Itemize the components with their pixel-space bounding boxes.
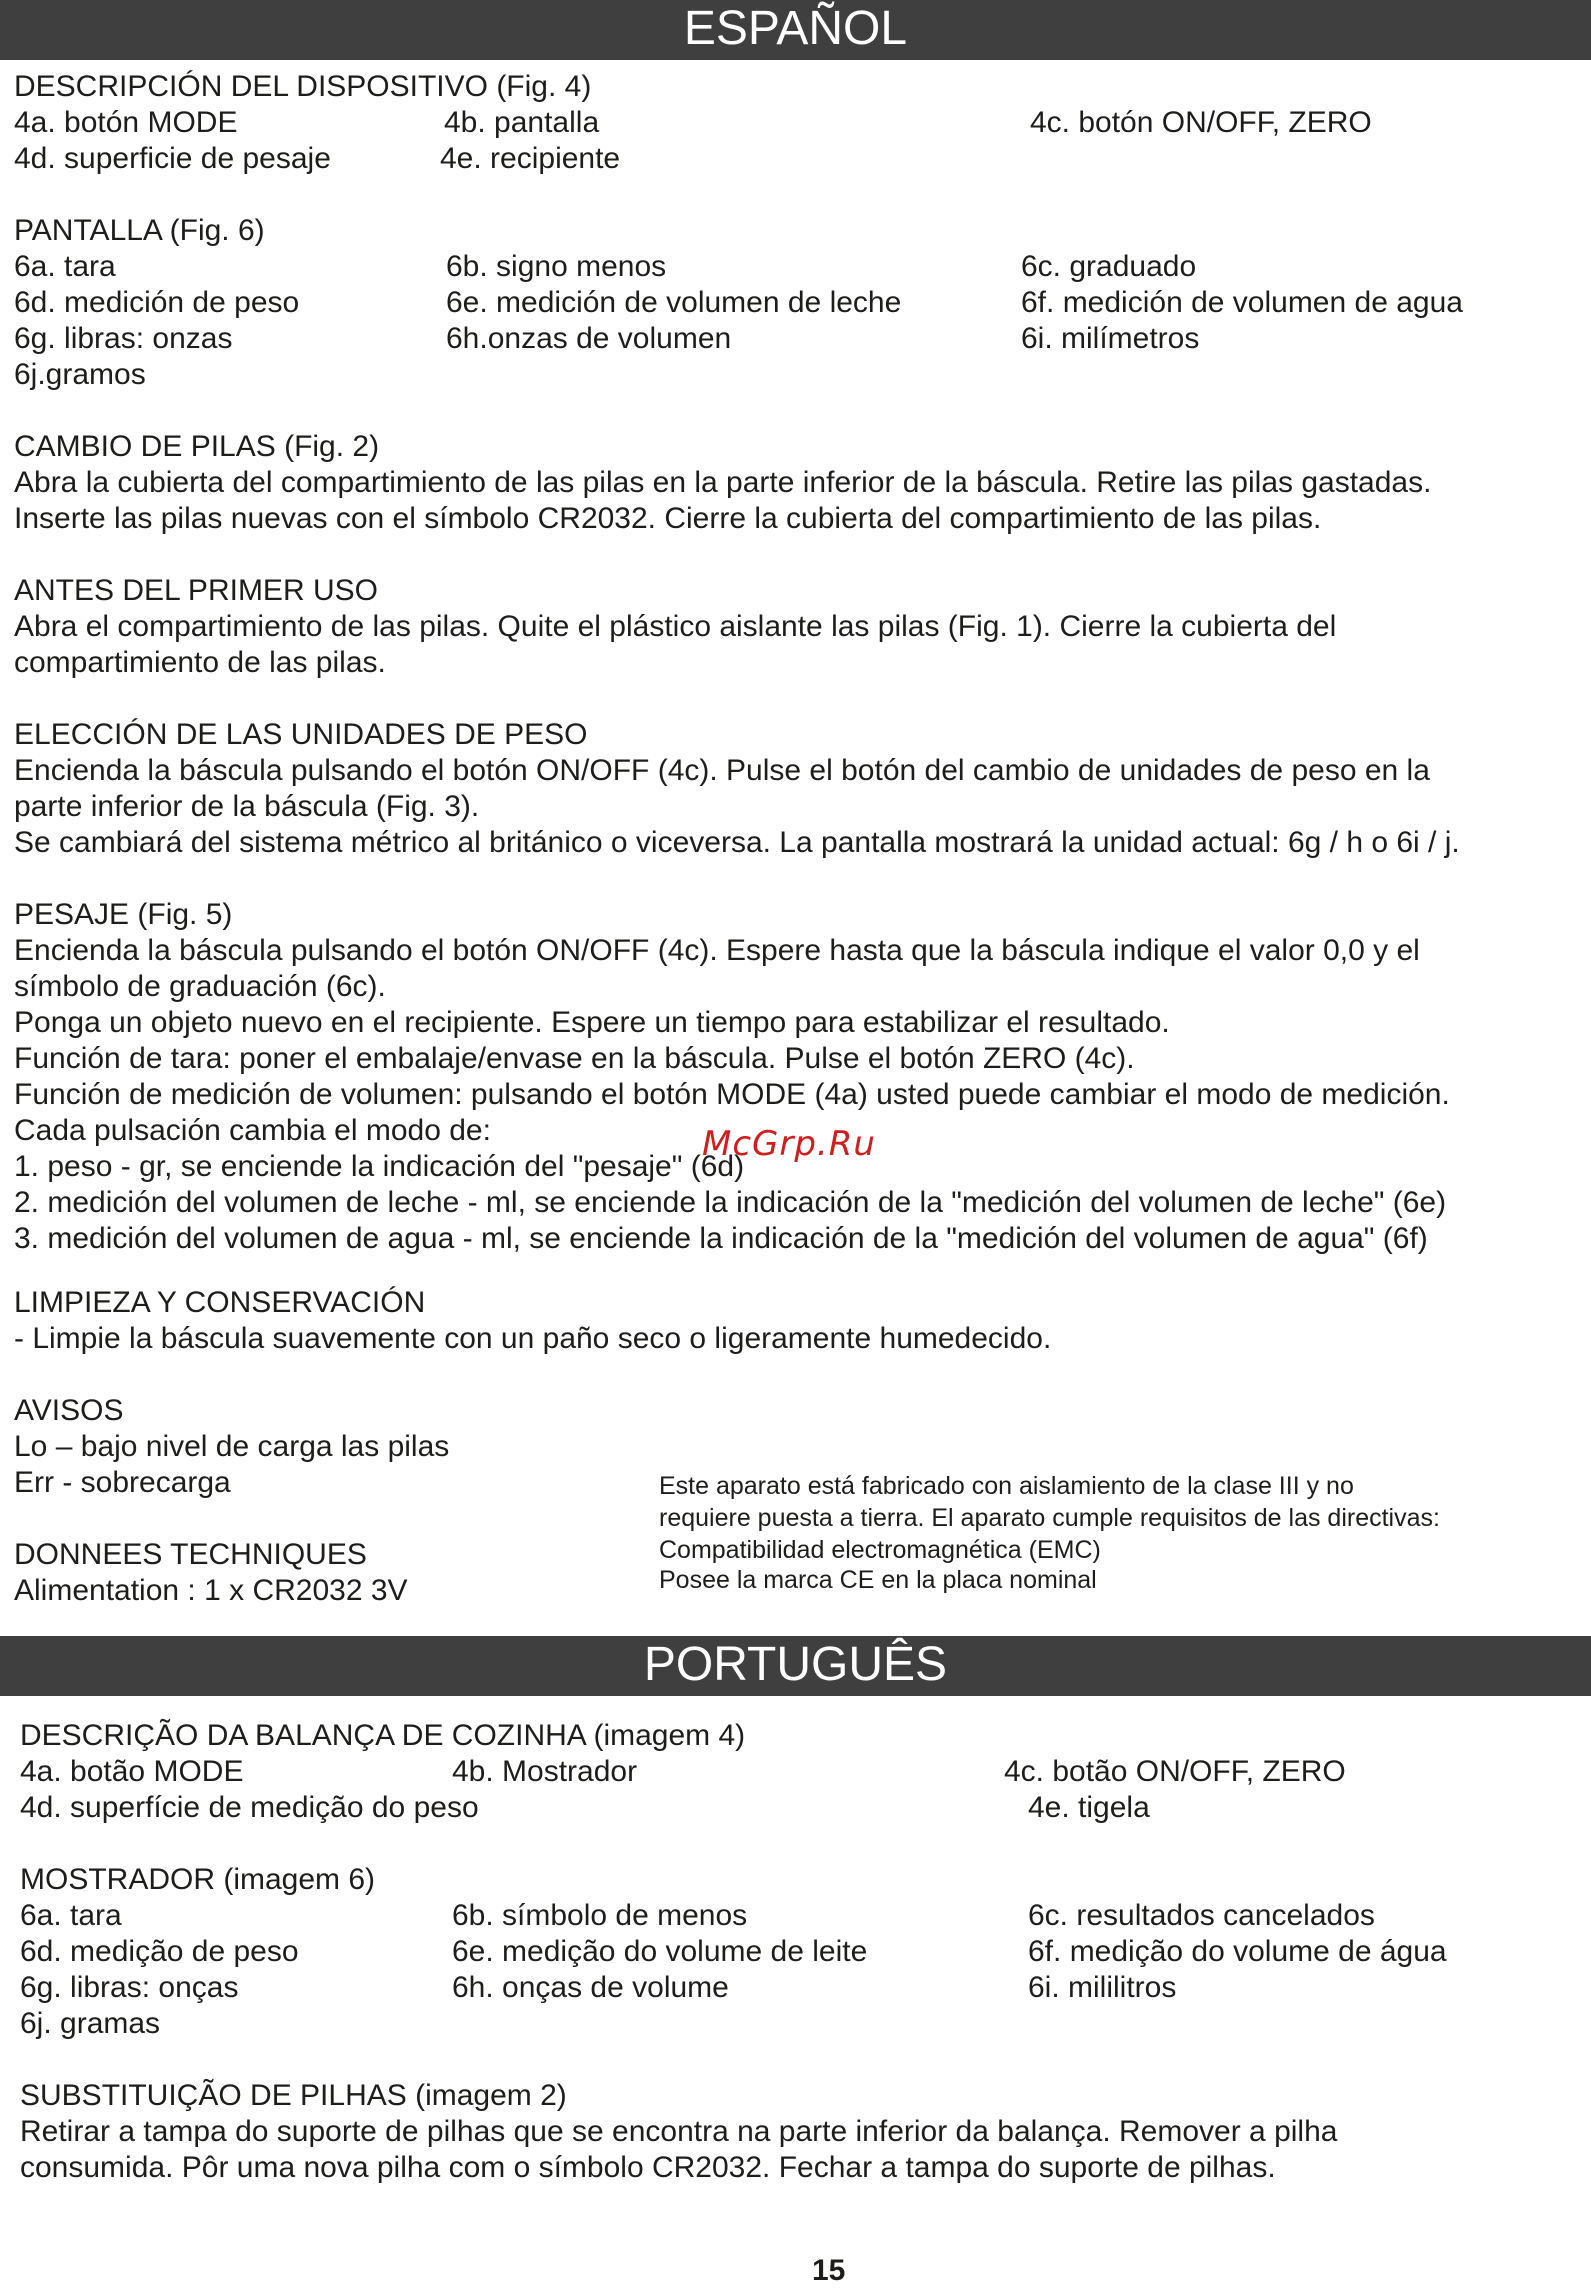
section-header-pt (0, 1636, 1591, 1696)
first-use-line: Abra el compartimiento de las pilas. Quite el plástico aislante las pilas (Fig. 1). Cierre la cubierta del (14, 610, 1337, 643)
display-6b: 6b. símbolo de menos (452, 1899, 748, 1932)
display-6a: 6a. tara (14, 250, 116, 283)
compliance-line: Compatibilidad electromagnética (EMC) (659, 1536, 1101, 1564)
heading-warnings: AVISOS (14, 1394, 124, 1427)
display-6g: 6g. libras: onzas (14, 322, 233, 355)
weighing-line: Ponga un objeto nuevo en el recipiente. Espere un tiempo para estabilizar el resultado. (14, 1006, 1170, 1039)
weighing-line: símbolo de graduación (6c). (14, 970, 386, 1003)
section-header-es (0, 0, 1591, 60)
section-title-pt: PORTUGUÊS (643, 1638, 948, 1691)
units-line: Se cambiará del sistema métrico al británico o viceversa. La pantalla mostrará la unidad actual: 6g / h o 6i / j. (14, 826, 1460, 859)
heading-device-es: DESCRIPCIÓN DEL DISPOSITIVO (Fig. 4) (14, 70, 592, 103)
part-4c: 4c. botón ON/OFF, ZERO (1030, 106, 1372, 139)
section-title-es: ESPAÑOL (683, 2, 908, 55)
part-4e: 4e. tigela (1028, 1791, 1150, 1824)
heading-first-use: ANTES DEL PRIMER USO (14, 574, 378, 607)
heading-cleaning: LIMPIEZA Y CONSERVACIÓN (14, 1286, 426, 1319)
display-6b: 6b. signo menos (446, 250, 667, 283)
compliance-line: requiere puesta a tierra. El aparato cumple requisitos de las directivas: (659, 1504, 1440, 1532)
part-4e: 4e. recipiente (440, 142, 621, 175)
units-line: Encienda la báscula pulsando el botón ON/OFF (4c). Pulse el botón del cambio de unidades de peso en la (14, 754, 1430, 787)
first-use-line: compartimiento de las pilas. (14, 646, 386, 679)
weighing-line: Función de tara: poner el embalaje/envase en la báscula. Pulse el botón ZERO (4c). (14, 1042, 1135, 1075)
display-6g: 6g. libras: onças (20, 1971, 239, 2004)
heading-device-pt: DESCRIÇÃO DA BALANÇA DE COZINHA (imagem 4) (20, 1719, 746, 1752)
display-6i: 6i. milímetros (1021, 322, 1200, 355)
part-4d: 4d. superfície de medição do peso (20, 1791, 479, 1824)
display-6h: 6h.onzas de volumen (446, 322, 732, 355)
display-6f: 6f. medição do volume de água (1028, 1935, 1447, 1968)
warning-line: Lo – bajo nivel de carga las pilas (14, 1430, 450, 1463)
display-6a: 6a. tara (20, 1899, 122, 1932)
part-4b: 4b. Mostrador (452, 1755, 638, 1788)
page-number: 15 (812, 2254, 846, 2287)
compliance-line: Posee la marca CE en la placa nominal (659, 1566, 1097, 1594)
weighing-line: Función de medición de volumen: pulsando el botón MODE (4a) usted puede cambiar el modo de medición. (14, 1078, 1450, 1111)
display-6e: 6e. medición de volumen de leche (446, 286, 902, 319)
batteries-line: Inserte las pilas nuevas con el símbolo CR2032. Cierre la cubierta del compartimiento de las pilas. (14, 502, 1322, 535)
batteries-line: Abra la cubierta del compartimiento de las pilas en la parte inferior de la báscula. Retire las pilas gastadas. (14, 466, 1432, 499)
weighing-line: 1. peso - gr, se enciende la indicación del "pesaje" (6d) (14, 1150, 745, 1183)
warning-line: Err - sobrecarga (14, 1466, 231, 1499)
display-6i: 6i. mililitros (1028, 1971, 1177, 2004)
heading-weighing: PESAJE (Fig. 5) (14, 898, 233, 931)
compliance-line: Este aparato está fabricado con aislamiento de la clase III y no (659, 1472, 1354, 1500)
weighing-line: 3. medición del volumen de agua - ml, se enciende la indicación de la "medición del volumen de agua" (6f) (14, 1222, 1428, 1255)
part-4a: 4a. botão MODE (20, 1755, 244, 1788)
heading-tech: DONNEES TECHNIQUES (14, 1538, 367, 1571)
heading-display-pt: MOSTRADOR (imagem 6) (20, 1863, 376, 1896)
heading-batteries-pt: SUBSTITUIÇÃO DE PILHAS (imagem 2) (20, 2079, 567, 2112)
units-line: parte inferior de la báscula (Fig. 3). (14, 790, 480, 823)
cleaning-line: - Limpie la báscula suavemente con un paño seco o ligeramente humedecido. (14, 1322, 1052, 1355)
weighing-line: Cada pulsación cambia el modo de: (14, 1114, 491, 1147)
display-6c: 6c. resultados cancelados (1028, 1899, 1375, 1932)
watermark: McGrp.Ru (702, 1124, 876, 1164)
display-6j: 6j.gramos (14, 358, 146, 391)
display-6d: 6d. medición de peso (14, 286, 300, 319)
batteries-line: Retirar a tampa do suporte de pilhas que se encontra na parte inferior da balança. Remover a pilha (20, 2115, 1338, 2148)
part-4a: 4a. botón MODE (14, 106, 238, 139)
display-6f: 6f. medición de volumen de agua (1021, 286, 1463, 319)
heading-units: ELECCIÓN DE LAS UNIDADES DE PESO (14, 718, 588, 751)
heading-display-es: PANTALLA (Fig. 6) (14, 214, 265, 247)
tech-line: Alimentation : 1 x CR2032 3V (14, 1574, 408, 1607)
weighing-line: Encienda la báscula pulsando el botón ON/OFF (4c). Espere hasta que la báscula indique el valor 0,0 y el (14, 934, 1420, 967)
weighing-line: 2. medición del volumen de leche - ml, se enciende la indicación de la "medición del volumen de leche" (6e) (14, 1186, 1447, 1219)
display-6j: 6j. gramas (20, 2007, 161, 2040)
display-6d: 6d. medição de peso (20, 1935, 299, 1968)
display-6c: 6c. graduado (1021, 250, 1197, 283)
display-6h: 6h. onças de volume (452, 1971, 729, 2004)
part-4d: 4d. superficie de pesaje (14, 142, 331, 175)
part-4b: 4b. pantalla (444, 106, 600, 139)
batteries-line: consumida. Pôr uma nova pilha com o símbolo CR2032. Fechar a tampa do suporte de pilhas. (20, 2151, 1276, 2184)
display-6e: 6e. medição do volume de leite (452, 1935, 868, 1968)
part-4c: 4c. botão ON/OFF, ZERO (1004, 1755, 1346, 1788)
heading-batteries-es: CAMBIO DE PILAS (Fig. 2) (14, 430, 380, 463)
